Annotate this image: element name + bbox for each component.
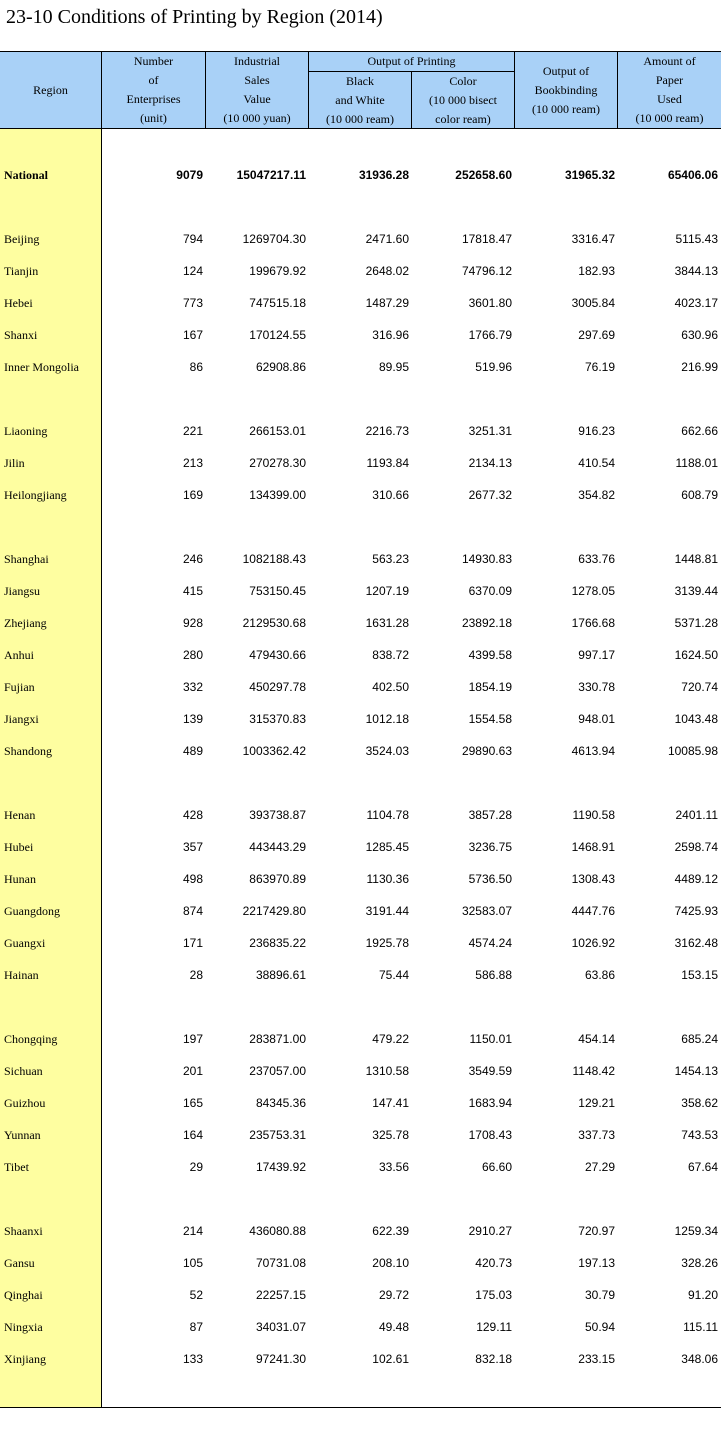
value-cell: 1925.78 bbox=[365, 936, 409, 950]
value-cell: 133 bbox=[182, 1352, 203, 1366]
value-cell: 3005.84 bbox=[571, 296, 615, 310]
value-cell: 1310.58 bbox=[365, 1064, 409, 1078]
region-cell: Beijing bbox=[4, 232, 40, 246]
value-cell: 3139.44 bbox=[674, 584, 718, 598]
value-cell: 49.48 bbox=[378, 1320, 409, 1334]
region-cell: Tibet bbox=[4, 1160, 29, 1174]
value-cell: 233.15 bbox=[578, 1352, 615, 1366]
value-cell: 5115.43 bbox=[675, 232, 718, 246]
value-cell: 3191.44 bbox=[365, 904, 409, 918]
table-row bbox=[0, 358, 721, 378]
value-cell: 3316.47 bbox=[571, 232, 615, 246]
value-cell: 27.29 bbox=[584, 1160, 615, 1174]
value-cell: 29 bbox=[189, 1160, 203, 1174]
value-cell: 3162.48 bbox=[674, 936, 718, 950]
table-row bbox=[0, 294, 721, 314]
value-cell: 4489.12 bbox=[674, 872, 718, 886]
header-output-printing bbox=[309, 52, 514, 71]
table-row bbox=[0, 550, 721, 570]
value-cell: 31936.28 bbox=[358, 168, 409, 182]
header-sales-line: Sales bbox=[244, 73, 270, 87]
value-cell: 5371.28 bbox=[674, 616, 718, 630]
value-cell: 1308.43 bbox=[571, 872, 615, 886]
region-cell: Zhejiang bbox=[4, 616, 47, 630]
value-cell: 3844.13 bbox=[674, 264, 718, 278]
page-title: 23-10 Conditions of Printing by Region (2014) bbox=[6, 6, 383, 28]
value-cell: 86 bbox=[189, 360, 203, 374]
table-row bbox=[0, 646, 721, 666]
value-cell: 182.93 bbox=[578, 264, 615, 278]
value-cell: 357 bbox=[182, 840, 203, 854]
value-cell: 773 bbox=[182, 296, 203, 310]
table-row bbox=[0, 582, 721, 602]
value-cell: 75.44 bbox=[378, 968, 409, 982]
header-bottom-rule bbox=[0, 128, 721, 129]
table-row bbox=[0, 1350, 721, 1370]
value-cell: 197.13 bbox=[578, 1256, 615, 1270]
value-cell: 3236.75 bbox=[468, 840, 512, 854]
value-cell: 874 bbox=[182, 904, 203, 918]
table-row bbox=[0, 486, 721, 506]
region-cell: Hainan bbox=[4, 968, 39, 982]
header-sales-line: Industrial bbox=[234, 54, 280, 68]
header-divider bbox=[308, 52, 309, 128]
table-row bbox=[0, 934, 721, 954]
value-cell: 479.22 bbox=[372, 1032, 409, 1046]
table-row bbox=[0, 262, 721, 282]
value-cell: 62908.86 bbox=[255, 360, 306, 374]
table-row bbox=[0, 838, 721, 858]
value-cell: 1190.58 bbox=[572, 808, 615, 822]
value-cell: 50.94 bbox=[584, 1320, 615, 1334]
table-row bbox=[0, 1158, 721, 1178]
value-cell: 29890.63 bbox=[461, 744, 512, 758]
value-cell: 29.72 bbox=[378, 1288, 409, 1302]
table-row bbox=[0, 230, 721, 250]
region-cell: Yunnan bbox=[4, 1128, 41, 1142]
table-row bbox=[0, 1318, 721, 1338]
value-cell: 1631.28 bbox=[365, 616, 409, 630]
value-cell: 337.73 bbox=[578, 1128, 615, 1142]
value-cell: 171 bbox=[182, 936, 203, 950]
header-region-label: Region bbox=[33, 82, 68, 97]
value-cell: 2134.13 bbox=[468, 456, 512, 470]
header-enterprises-line: Number bbox=[133, 54, 174, 68]
value-cell: 838.72 bbox=[372, 648, 409, 662]
value-cell: 1854.19 bbox=[468, 680, 512, 694]
value-cell: 6370.09 bbox=[468, 584, 512, 598]
value-cell: 2401.11 bbox=[675, 808, 718, 822]
region-cell: National bbox=[4, 168, 49, 182]
value-cell: 2129530.68 bbox=[242, 616, 306, 630]
value-cell: 1259.34 bbox=[674, 1224, 718, 1238]
value-cell: 201 bbox=[182, 1064, 203, 1078]
region-column-background bbox=[0, 129, 101, 1407]
value-cell: 1026.92 bbox=[571, 936, 615, 950]
table-row bbox=[0, 1030, 721, 1050]
value-cell: 3601.80 bbox=[468, 296, 512, 310]
value-cell: 315370.83 bbox=[249, 712, 306, 726]
value-cell: 167 bbox=[182, 328, 203, 342]
value-cell: 153.15 bbox=[681, 968, 718, 982]
value-cell: 3524.03 bbox=[365, 744, 409, 758]
value-cell: 23892.18 bbox=[461, 616, 512, 630]
value-cell: 38896.61 bbox=[255, 968, 306, 982]
value-cell: 1468.91 bbox=[571, 840, 615, 854]
value-cell: 489 bbox=[182, 744, 203, 758]
value-cell: 66.60 bbox=[481, 1160, 512, 1174]
value-cell: 2598.74 bbox=[674, 840, 718, 854]
value-cell: 74796.12 bbox=[461, 264, 512, 278]
value-cell: 436080.88 bbox=[249, 1224, 306, 1238]
value-cell: 1193.84 bbox=[366, 456, 409, 470]
value-cell: 91.20 bbox=[687, 1288, 718, 1302]
value-cell: 84345.36 bbox=[255, 1096, 306, 1110]
header-color-line: color ream) bbox=[435, 111, 491, 126]
value-cell: 428 bbox=[182, 808, 203, 822]
value-cell: 297.69 bbox=[578, 328, 615, 342]
value-cell: 17818.47 bbox=[461, 232, 512, 246]
region-cell: Hunan bbox=[4, 872, 36, 886]
value-cell: 325.78 bbox=[372, 1128, 409, 1142]
value-cell: 139 bbox=[182, 712, 203, 726]
table-row bbox=[0, 870, 721, 890]
region-cell: Heilongjiang bbox=[4, 488, 67, 502]
region-cell: Hubei bbox=[4, 840, 34, 854]
value-cell: 9079 bbox=[176, 168, 203, 182]
table-row bbox=[0, 614, 721, 634]
header-divider bbox=[205, 52, 206, 128]
value-cell: 916.23 bbox=[578, 424, 615, 438]
value-cell: 1269704.30 bbox=[242, 232, 306, 246]
value-cell: 332 bbox=[182, 680, 203, 694]
value-cell: 348.06 bbox=[681, 1352, 718, 1366]
value-cell: 124 bbox=[182, 264, 203, 278]
value-cell: 175.03 bbox=[475, 1288, 512, 1302]
value-cell: 283871.00 bbox=[249, 1032, 306, 1046]
table-row bbox=[0, 742, 721, 762]
region-cell: Guangdong bbox=[4, 904, 60, 918]
header-bookbinding-line: Output of bbox=[542, 63, 590, 78]
value-cell: 1766.79 bbox=[468, 328, 512, 342]
region-cell: Chongqing bbox=[4, 1032, 58, 1046]
header-bookbinding-line: (10 000 ream) bbox=[532, 101, 600, 116]
value-cell: 586.88 bbox=[475, 968, 512, 982]
value-cell: 316.96 bbox=[372, 328, 409, 342]
value-cell: 1148.42 bbox=[572, 1064, 615, 1078]
header-region bbox=[0, 52, 101, 128]
value-cell: 358.62 bbox=[681, 1096, 718, 1110]
region-cell: Tianjin bbox=[4, 264, 39, 278]
header-sales-line: (10 000 yuan) bbox=[223, 111, 291, 125]
region-cell: Henan bbox=[4, 808, 36, 822]
value-cell: 76.19 bbox=[584, 360, 615, 374]
value-cell: 105 bbox=[182, 1256, 203, 1270]
value-cell: 246 bbox=[182, 552, 203, 566]
region-cell: Ningxia bbox=[4, 1320, 43, 1334]
value-cell: 1624.50 bbox=[674, 648, 718, 662]
value-cell: 2910.27 bbox=[468, 1224, 512, 1238]
value-cell: 2471.60 bbox=[365, 232, 409, 246]
value-cell: 32583.07 bbox=[461, 904, 512, 918]
header-paper-line: (10 000 ream) bbox=[635, 111, 704, 125]
value-cell: 1454.13 bbox=[674, 1064, 718, 1078]
header-enterprises bbox=[102, 52, 205, 128]
region-cell: Inner Mongolia bbox=[4, 360, 79, 374]
value-cell: 236835.22 bbox=[249, 936, 306, 950]
table-row bbox=[0, 902, 721, 922]
header-enterprises-line: Enterprises bbox=[126, 92, 181, 106]
value-cell: 1278.05 bbox=[571, 584, 615, 598]
table-row bbox=[0, 1222, 721, 1242]
value-cell: 2677.32 bbox=[468, 488, 512, 502]
table-row bbox=[0, 1094, 721, 1114]
value-cell: 633.76 bbox=[578, 552, 615, 566]
table-row bbox=[0, 710, 721, 730]
region-cell: Xinjiang bbox=[4, 1352, 46, 1366]
value-cell: 14930.83 bbox=[461, 552, 512, 566]
value-cell: 3857.28 bbox=[468, 808, 512, 822]
region-cell: Guangxi bbox=[4, 936, 46, 950]
value-cell: 7425.93 bbox=[674, 904, 718, 918]
value-cell: 1130.36 bbox=[366, 872, 409, 886]
header-bw-line: (10 000 ream) bbox=[326, 111, 394, 126]
header-enterprises-line: of bbox=[148, 73, 159, 87]
value-cell: 164 bbox=[182, 1128, 203, 1142]
region-cell: Gansu bbox=[4, 1256, 35, 1270]
value-cell: 1003362.42 bbox=[242, 744, 306, 758]
value-cell: 354.82 bbox=[578, 488, 615, 502]
value-cell: 4574.24 bbox=[468, 936, 512, 950]
value-cell: 454.14 bbox=[578, 1032, 615, 1046]
value-cell: 743.53 bbox=[681, 1128, 718, 1142]
value-cell: 1448.81 bbox=[674, 552, 718, 566]
value-cell: 498 bbox=[182, 872, 203, 886]
header-output-printing-label: Output of Printing bbox=[367, 54, 456, 68]
value-cell: 165 bbox=[182, 1096, 203, 1110]
value-cell: 310.66 bbox=[372, 488, 409, 502]
value-cell: 720.97 bbox=[578, 1224, 615, 1238]
value-cell: 794 bbox=[182, 232, 203, 246]
value-cell: 662.66 bbox=[681, 424, 718, 438]
region-cell: Shanxi bbox=[4, 328, 38, 342]
value-cell: 30.79 bbox=[584, 1288, 615, 1302]
table-row bbox=[0, 166, 721, 186]
header-paper-line: Amount of bbox=[643, 54, 696, 68]
value-cell: 22257.15 bbox=[255, 1288, 306, 1302]
value-cell: 2648.02 bbox=[365, 264, 409, 278]
header-sales-line: Value bbox=[243, 92, 271, 106]
header-enterprises-line: (unit) bbox=[140, 111, 167, 125]
value-cell: 4023.17 bbox=[674, 296, 718, 310]
value-cell: 685.24 bbox=[681, 1032, 718, 1046]
region-cell: Jiangsu bbox=[4, 584, 40, 598]
table-row bbox=[0, 326, 721, 346]
header-sales bbox=[206, 52, 308, 128]
value-cell: 10085.98 bbox=[667, 744, 718, 758]
value-cell: 747515.18 bbox=[249, 296, 306, 310]
value-cell: 237057.00 bbox=[249, 1064, 306, 1078]
header-paper bbox=[618, 52, 721, 128]
table-row bbox=[0, 1286, 721, 1306]
region-cell: Guizhou bbox=[4, 1096, 46, 1110]
value-cell: 330.78 bbox=[578, 680, 615, 694]
value-cell: 928 bbox=[182, 616, 203, 630]
value-cell: 622.39 bbox=[372, 1224, 409, 1238]
value-cell: 630.96 bbox=[681, 328, 718, 342]
region-cell: Shanghai bbox=[4, 552, 49, 566]
value-cell: 420.73 bbox=[475, 1256, 512, 1270]
value-cell: 87 bbox=[189, 1320, 203, 1334]
value-cell: 70731.08 bbox=[255, 1256, 306, 1270]
region-cell: Sichuan bbox=[4, 1064, 43, 1078]
value-cell: 33.56 bbox=[378, 1160, 409, 1174]
value-cell: 415 bbox=[182, 584, 203, 598]
bottom-rule bbox=[0, 1407, 721, 1408]
value-cell: 221 bbox=[182, 424, 203, 438]
header-bw bbox=[309, 72, 411, 128]
value-cell: 17439.92 bbox=[255, 1160, 306, 1174]
value-cell: 252658.60 bbox=[455, 168, 512, 182]
value-cell: 410.54 bbox=[578, 456, 615, 470]
top-rule bbox=[0, 51, 721, 52]
value-cell: 199679.92 bbox=[249, 264, 306, 278]
table-row bbox=[0, 454, 721, 474]
header-divider bbox=[617, 52, 618, 128]
table-row bbox=[0, 806, 721, 826]
value-cell: 1708.43 bbox=[468, 1128, 512, 1142]
region-cell: Hebei bbox=[4, 296, 33, 310]
value-cell: 3251.31 bbox=[468, 424, 512, 438]
value-cell: 450297.78 bbox=[249, 680, 306, 694]
value-cell: 5736.50 bbox=[468, 872, 512, 886]
header-paper-line: Paper bbox=[655, 73, 684, 87]
value-cell: 235753.31 bbox=[249, 1128, 306, 1142]
table-row bbox=[0, 966, 721, 986]
value-cell: 28 bbox=[189, 968, 203, 982]
header-bw-line: Black bbox=[346, 73, 374, 88]
value-cell: 89.95 bbox=[378, 360, 409, 374]
header-color bbox=[412, 72, 514, 128]
value-cell: 1766.68 bbox=[571, 616, 615, 630]
value-cell: 213 bbox=[182, 456, 203, 470]
value-cell: 216.99 bbox=[681, 360, 718, 374]
value-cell: 563.23 bbox=[372, 552, 409, 566]
table-row bbox=[0, 422, 721, 442]
value-cell: 52 bbox=[189, 1288, 203, 1302]
value-cell: 31965.32 bbox=[564, 168, 615, 182]
table-row bbox=[0, 1254, 721, 1274]
region-cell: Jiangxi bbox=[4, 712, 39, 726]
region-cell: Fujian bbox=[4, 680, 35, 694]
value-cell: 1150.01 bbox=[469, 1032, 512, 1046]
value-cell: 328.26 bbox=[681, 1256, 718, 1270]
value-cell: 2217429.80 bbox=[242, 904, 306, 918]
value-cell: 65406.06 bbox=[667, 168, 718, 182]
value-cell: 4399.58 bbox=[468, 648, 512, 662]
value-cell: 3549.59 bbox=[468, 1064, 512, 1078]
value-cell: 997.17 bbox=[578, 648, 615, 662]
header-color-line: Color bbox=[449, 73, 477, 88]
value-cell: 1285.45 bbox=[365, 840, 409, 854]
header-bookbinding-line: Bookbinding bbox=[534, 82, 598, 97]
value-cell: 170124.55 bbox=[249, 328, 306, 342]
value-cell: 15047217.11 bbox=[236, 168, 306, 182]
value-cell: 1043.48 bbox=[674, 712, 718, 726]
value-cell: 1188.01 bbox=[675, 456, 718, 470]
region-cell: Shandong bbox=[4, 744, 52, 758]
value-cell: 1683.94 bbox=[468, 1096, 512, 1110]
value-cell: 214 bbox=[182, 1224, 203, 1238]
value-cell: 1207.19 bbox=[365, 584, 409, 598]
value-cell: 169 bbox=[182, 488, 203, 502]
value-cell: 1487.29 bbox=[365, 296, 409, 310]
value-cell: 832.18 bbox=[475, 1352, 512, 1366]
region-cell: Liaoning bbox=[4, 424, 48, 438]
header-paper-line: Used bbox=[657, 92, 682, 106]
header-bookbinding bbox=[515, 52, 617, 128]
region-cell: Anhui bbox=[4, 648, 34, 662]
value-cell: 1104.78 bbox=[366, 808, 409, 822]
header-divider bbox=[411, 72, 412, 128]
value-cell: 1012.18 bbox=[365, 712, 409, 726]
value-cell: 147.41 bbox=[372, 1096, 409, 1110]
value-cell: 753150.45 bbox=[249, 584, 306, 598]
value-cell: 402.50 bbox=[372, 680, 409, 694]
region-cell: Qinghai bbox=[4, 1288, 43, 1302]
value-cell: 4447.76 bbox=[571, 904, 615, 918]
value-cell: 102.61 bbox=[372, 1352, 409, 1366]
value-cell: 208.10 bbox=[372, 1256, 409, 1270]
value-cell: 97241.30 bbox=[255, 1352, 306, 1366]
value-cell: 608.79 bbox=[681, 488, 718, 502]
value-cell: 266153.01 bbox=[249, 424, 306, 438]
value-cell: 129.11 bbox=[476, 1320, 512, 1334]
value-cell: 197 bbox=[182, 1032, 203, 1046]
region-cell: Jilin bbox=[4, 456, 25, 470]
value-cell: 2216.73 bbox=[365, 424, 409, 438]
value-cell: 67.64 bbox=[687, 1160, 718, 1174]
value-cell: 129.21 bbox=[578, 1096, 615, 1110]
value-cell: 4613.94 bbox=[571, 744, 615, 758]
value-cell: 280 bbox=[182, 648, 203, 662]
value-cell: 34031.07 bbox=[255, 1320, 306, 1334]
value-cell: 720.74 bbox=[681, 680, 718, 694]
value-cell: 1082188.43 bbox=[242, 552, 306, 566]
header-divider bbox=[514, 52, 515, 128]
value-cell: 1554.58 bbox=[468, 712, 512, 726]
table-row bbox=[0, 678, 721, 698]
value-cell: 519.96 bbox=[475, 360, 512, 374]
value-cell: 134399.00 bbox=[249, 488, 306, 502]
value-cell: 63.86 bbox=[584, 968, 615, 982]
value-cell: 393738.87 bbox=[249, 808, 306, 822]
table-row bbox=[0, 1062, 721, 1082]
value-cell: 270278.30 bbox=[249, 456, 306, 470]
region-cell: Shaanxi bbox=[4, 1224, 43, 1238]
header-color-line: (10 000 bisect bbox=[429, 92, 497, 107]
value-cell: 479430.66 bbox=[249, 648, 306, 662]
value-cell: 863970.89 bbox=[249, 872, 306, 886]
value-cell: 115.11 bbox=[683, 1320, 718, 1334]
value-cell: 443443.29 bbox=[249, 840, 306, 854]
header-bw-line: and White bbox=[335, 92, 385, 107]
table-row bbox=[0, 1126, 721, 1146]
value-cell: 948.01 bbox=[578, 712, 615, 726]
